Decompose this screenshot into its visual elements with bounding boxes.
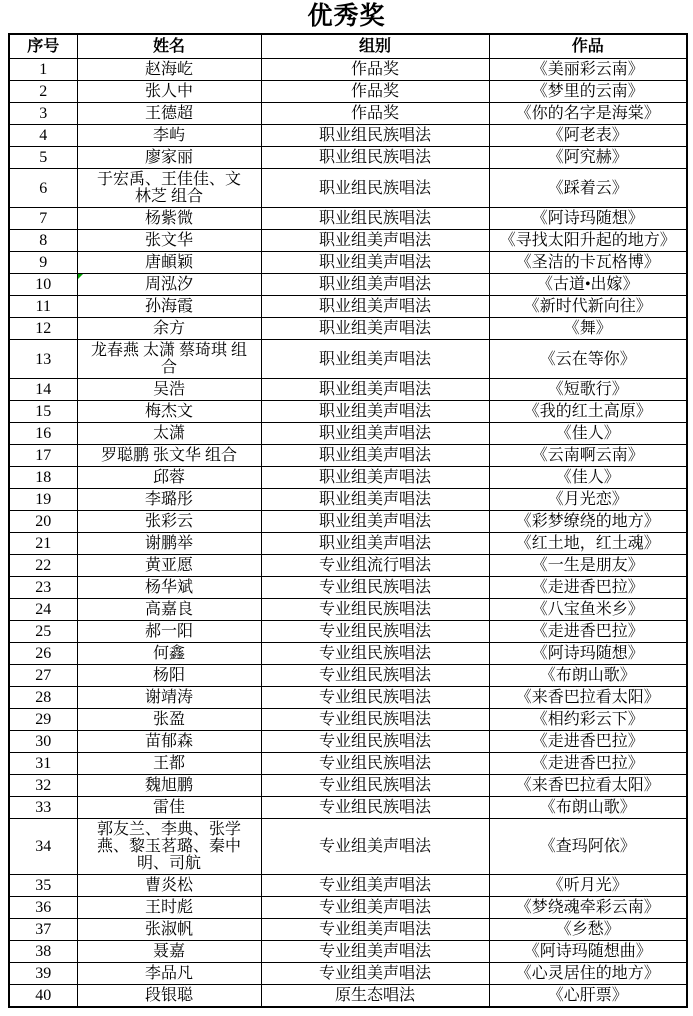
row-no-cell: 21 [9,533,77,555]
name-cell: 张淑帆 [77,919,261,941]
group-cell: 职业组民族唱法 [261,169,489,208]
work-cell: 《一生是朋友》 [489,555,687,577]
row-no-cell: 30 [9,731,77,753]
name-cell: 黄亚愿 [77,555,261,577]
table-row [9,489,687,511]
row-no-cell: 32 [9,775,77,797]
work-cell: 《来香巴拉看太阳》 [489,687,687,709]
group-cell: 职业组美声唱法 [261,511,489,533]
group-cell: 职业组美声唱法 [261,318,489,340]
group-cell: 作品奖 [261,81,489,103]
name-cell: 曹炎松 [77,875,261,897]
name-cell: 吴浩 [77,379,261,401]
row-no-cell: 37 [9,919,77,941]
row-no-cell: 7 [9,208,77,230]
group-cell: 专业组美声唱法 [261,941,489,963]
row-no-cell: 24 [9,599,77,621]
table-row [9,230,687,252]
name-cell: 杨紫微 [77,208,261,230]
table-row [9,423,687,445]
name-cell: 王时彪 [77,897,261,919]
table-row [9,797,687,819]
col-header-no: 序号 [9,34,77,59]
group-cell: 专业组民族唱法 [261,599,489,621]
group-cell: 专业组美声唱法 [261,897,489,919]
col-header-name: 姓名 [77,34,261,59]
group-cell: 专业组民族唱法 [261,775,489,797]
table-row [9,919,687,941]
group-cell: 专业组民族唱法 [261,643,489,665]
group-cell: 职业组美声唱法 [261,489,489,511]
table-row [9,533,687,555]
row-no-cell: 29 [9,709,77,731]
row-no-cell: 22 [9,555,77,577]
name-cell: 郝一阳 [77,621,261,643]
name-cell: 张盈 [77,709,261,731]
work-cell: 《梦绕魂牵彩云南》 [489,897,687,919]
row-no-cell: 14 [9,379,77,401]
work-cell: 《心灵居住的地方》 [489,963,687,985]
table-row [9,252,687,274]
table-row [9,208,687,230]
row-no-cell: 9 [9,252,77,274]
work-cell: 《阿诗玛随想》 [489,643,687,665]
name-cell: 张人中 [77,81,261,103]
work-cell: 《走进香巴拉》 [489,731,687,753]
group-cell: 专业组民族唱法 [261,731,489,753]
work-cell: 《走进香巴拉》 [489,753,687,775]
name-cell: 郭友兰、李典、张学燕、黎玉茗璐、秦中明、司航 [77,819,261,875]
name-cell: 雷佳 [77,797,261,819]
row-no-cell: 15 [9,401,77,423]
row-no-cell: 18 [9,467,77,489]
table-row [9,169,687,208]
row-no-cell: 28 [9,687,77,709]
document-page [0,3,693,1008]
col-header-work: 作品 [489,34,687,59]
table-row [9,753,687,775]
group-cell: 专业组美声唱法 [261,963,489,985]
row-no-cell: 36 [9,897,77,919]
group-cell: 职业组美声唱法 [261,401,489,423]
group-cell: 职业组美声唱法 [261,340,489,379]
name-cell: 赵海屹 [77,59,261,81]
work-cell: 《古道•出嫁》 [489,274,687,296]
name-cell: 王德超 [77,103,261,125]
table-row [9,379,687,401]
work-cell: 《来香巴拉看太阳》 [489,775,687,797]
name-cell: 张彩云 [77,511,261,533]
group-cell: 职业组美声唱法 [261,467,489,489]
name-cell: 周泓汐 [77,274,261,296]
name-cell: 廖家丽 [77,147,261,169]
group-cell: 专业组民族唱法 [261,621,489,643]
name-cell: 王都 [77,753,261,775]
group-cell: 职业组美声唱法 [261,423,489,445]
name-cell: 邱蓉 [77,467,261,489]
group-cell: 专业组民族唱法 [261,797,489,819]
row-no-cell: 31 [9,753,77,775]
table-row [9,963,687,985]
work-cell: 《布朗山歌》 [489,797,687,819]
work-cell: 《乡愁》 [489,919,687,941]
table-row [9,445,687,467]
row-no-cell: 40 [9,985,77,1008]
row-no-cell: 8 [9,230,77,252]
col-header-group: 组别 [261,34,489,59]
cell-error-marker-icon [78,274,83,279]
work-cell: 《圣洁的卡瓦格博》 [489,252,687,274]
row-no-cell: 26 [9,643,77,665]
group-cell: 原生态唱法 [261,985,489,1008]
name-cell: 孙海霞 [77,296,261,318]
group-cell: 专业组民族唱法 [261,753,489,775]
row-no-cell: 6 [9,169,77,208]
name-cell: 高嘉良 [77,599,261,621]
award-table [8,33,688,1008]
work-cell: 《短歌行》 [489,379,687,401]
work-cell: 《佳人》 [489,467,687,489]
name-cell: 梅杰文 [77,401,261,423]
name-cell: 何鑫 [77,643,261,665]
name-cell: 聂嘉 [77,941,261,963]
group-cell: 专业组美声唱法 [261,919,489,941]
group-cell: 专业组美声唱法 [261,875,489,897]
group-cell: 职业组民族唱法 [261,125,489,147]
group-cell: 专业组流行唱法 [261,555,489,577]
table-row [9,621,687,643]
row-no-cell: 16 [9,423,77,445]
table-row [9,103,687,125]
group-cell: 作品奖 [261,103,489,125]
table-row [9,81,687,103]
table-row [9,731,687,753]
row-no-cell: 2 [9,81,77,103]
group-cell: 专业组美声唱法 [261,819,489,875]
name-cell: 李璐彤 [77,489,261,511]
name-cell: 于宏禹、王佳佳、文林芝 组合 [77,169,261,208]
table-row [9,709,687,731]
work-cell: 《佳人》 [489,423,687,445]
work-cell: 《布朗山歌》 [489,665,687,687]
name-cell: 罗聪鹏 张文华 组合 [77,445,261,467]
work-cell: 《月光恋》 [489,489,687,511]
name-cell: 谢鹏举 [77,533,261,555]
name-cell: 杨阳 [77,665,261,687]
table-row [9,401,687,423]
name-cell: 魏旭鹏 [77,775,261,797]
work-cell: 《新时代新向往》 [489,296,687,318]
table-row [9,577,687,599]
table-row [9,941,687,963]
row-no-cell: 12 [9,318,77,340]
work-cell: 《红土地，红土魂》 [489,533,687,555]
table-row [9,274,687,296]
table-row [9,340,687,379]
row-no-cell: 4 [9,125,77,147]
row-no-cell: 38 [9,941,77,963]
table-row [9,318,687,340]
group-cell: 职业组美声唱法 [261,274,489,296]
work-cell: 《走进香巴拉》 [489,577,687,599]
table-header-row [9,34,687,59]
row-no-cell: 3 [9,103,77,125]
row-no-cell: 13 [9,340,77,379]
group-cell: 职业组美声唱法 [261,379,489,401]
table-row [9,897,687,919]
table-row [9,643,687,665]
page-title: 优秀奖 [307,3,386,30]
results-table-body [9,59,687,1008]
work-cell: 《美丽彩云南》 [489,59,687,81]
row-no-cell: 27 [9,665,77,687]
row-no-cell: 5 [9,147,77,169]
work-cell: 《阿诗玛随想》 [489,208,687,230]
name-cell: 余方 [77,318,261,340]
row-no-cell: 35 [9,875,77,897]
work-cell: 《梦里的云南》 [489,81,687,103]
name-cell: 太潇 [77,423,261,445]
group-cell: 专业组民族唱法 [261,709,489,731]
row-no-cell: 1 [9,59,77,81]
group-cell: 职业组民族唱法 [261,208,489,230]
table-row [9,147,687,169]
group-cell: 职业组美声唱法 [261,230,489,252]
work-cell: 《云南啊云南》 [489,445,687,467]
group-cell: 专业组民族唱法 [261,665,489,687]
table-row [9,985,687,1008]
table-row [9,511,687,533]
group-cell: 职业组美声唱法 [261,533,489,555]
work-cell: 《相约彩云下》 [489,709,687,731]
work-cell: 《我的红土高原》 [489,401,687,423]
row-no-cell: 33 [9,797,77,819]
name-cell: 唐頔颖 [77,252,261,274]
table-row [9,296,687,318]
name-cell: 段银聪 [77,985,261,1008]
work-cell: 《阿诗玛随想曲》 [489,941,687,963]
work-cell: 《阿老表》 [489,125,687,147]
name-cell: 谢靖涛 [77,687,261,709]
group-cell: 职业组民族唱法 [261,147,489,169]
name-cell: 张文华 [77,230,261,252]
work-cell: 《心肝票》 [489,985,687,1008]
work-cell: 《你的名字是海棠》 [489,103,687,125]
work-cell: 《云在等你》 [489,340,687,379]
row-no-cell: 25 [9,621,77,643]
group-cell: 职业组美声唱法 [261,296,489,318]
group-cell: 专业组民族唱法 [261,577,489,599]
row-no-cell: 23 [9,577,77,599]
table-row [9,59,687,81]
work-cell: 《八宝鱼米乡》 [489,599,687,621]
row-no-cell: 17 [9,445,77,467]
table-row [9,819,687,875]
row-no-cell: 10 [9,274,77,296]
work-cell: 《舞》 [489,318,687,340]
name-cell: 苗郁森 [77,731,261,753]
group-cell: 职业组美声唱法 [261,252,489,274]
table-row [9,555,687,577]
table-row [9,665,687,687]
name-cell: 龙春燕 太潇 蔡琦琪 组合 [77,340,261,379]
name-cell: 李品凡 [77,963,261,985]
group-cell: 作品奖 [261,59,489,81]
work-cell: 《踩着云》 [489,169,687,208]
row-no-cell: 11 [9,296,77,318]
row-no-cell: 39 [9,963,77,985]
work-cell: 《阿究赫》 [489,147,687,169]
name-cell: 李屿 [77,125,261,147]
table-row [9,467,687,489]
table-row [9,125,687,147]
work-cell: 《查玛阿依》 [489,819,687,875]
row-no-cell: 20 [9,511,77,533]
name-cell: 杨华斌 [77,577,261,599]
table-row [9,599,687,621]
row-no-cell: 34 [9,819,77,875]
work-cell: 《彩梦缭绕的地方》 [489,511,687,533]
row-no-cell: 19 [9,489,77,511]
work-cell: 《听月光》 [489,875,687,897]
table-row [9,875,687,897]
table-row [9,775,687,797]
group-cell: 专业组民族唱法 [261,687,489,709]
table-row [9,687,687,709]
work-cell: 《寻找太阳升起的地方》 [489,230,687,252]
group-cell: 职业组美声唱法 [261,445,489,467]
work-cell: 《走进香巴拉》 [489,621,687,643]
